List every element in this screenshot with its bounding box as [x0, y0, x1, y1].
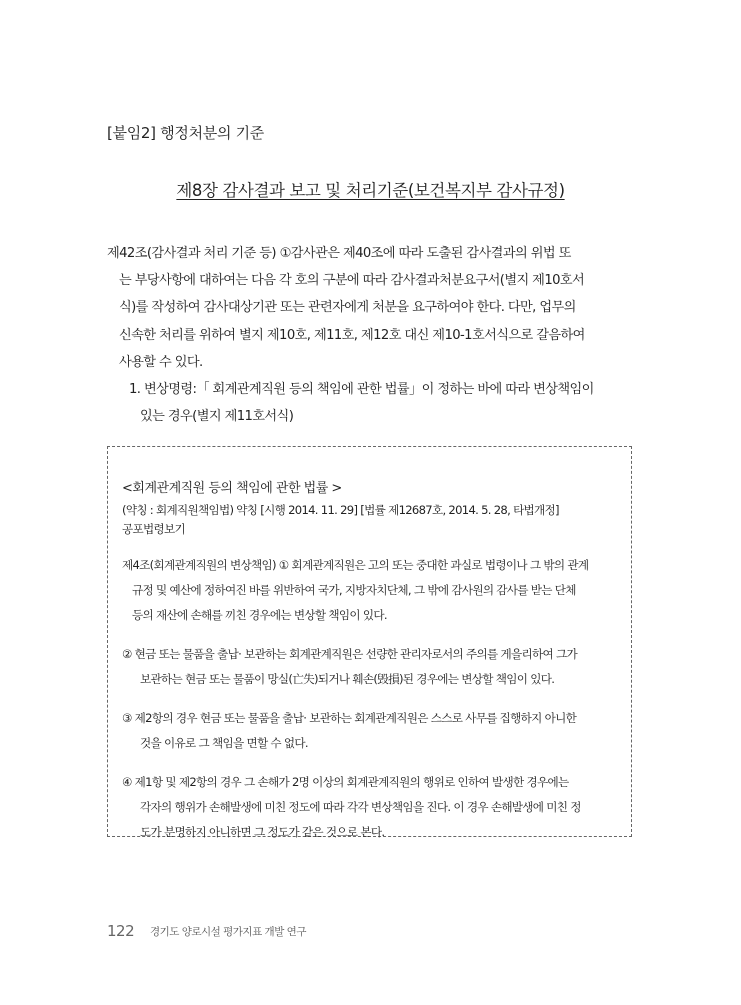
law-line: 것을 이유로 그 책임을 면할 수 없다.	[140, 736, 308, 750]
law-line: 각자의 행위가 손해발생에 미친 정도에 따라 각각 변상책임을 진다. 이 경우 손해발생에 미친 정	[140, 800, 581, 814]
law-paragraph-4	[122, 770, 618, 845]
law-paragraph-1	[122, 553, 618, 628]
law-line: ② 현금 또는 물품을 출납· 보관하는 회계관계직원은 선량한 관리자로서의 주의를 게을리하여 그가	[122, 647, 578, 661]
page-footer	[107, 922, 306, 940]
law-title: <회계관계직원 등의 책임에 관한 법률 >	[122, 481, 342, 496]
chapter-title	[0, 177, 741, 201]
article-line: 는 부당사항에 대하여는 다음 각 호의 구분에 따라 감사결과처분요구서(별지 제10호서	[119, 273, 585, 289]
footer-title: 경기도 양로시설 평가지표 개발 연구	[149, 926, 306, 938]
law-line: 도가 분명하지 아니하면 그 정도가 같은 것으로 본다.	[140, 825, 385, 839]
attachment-title: [붙임2] 행정처분의 기준	[107, 124, 264, 142]
law-paragraph-3	[122, 706, 618, 756]
page-number: 122	[107, 922, 135, 940]
article-line: 제42조(감사결과 처리 기준 등) ①감사관은 제40조에 따라 도출된 감사결과의 위법 또	[107, 246, 571, 261]
law-link: 공포법령보기	[122, 522, 185, 536]
law-line: 제4조(회계관계직원의 변상책임) ① 회계관계직원은 고의 또는 중대한 과실로 법령이나 그 밖의 관계	[122, 558, 589, 572]
law-line: 규정 및 예산에 정하여진 바를 위반하여 국가, 지방자치단체, 그 밖에 감사원의 감사를 받는 단체	[132, 583, 576, 597]
law-line: 보관하는 현금 또는 물품이 망실(亡失)되거나 훼손(毁損)된 경우에는 변상할 책임이 있다.	[140, 672, 555, 686]
article-line: 신속한 처리를 위하여 별지 제10호, 제11호, 제12호 대신 제10-1호서식으로 갈음하여	[119, 327, 585, 343]
chapter-title-text: 제8장 감사결과 보고 및 처리기준(보건복지부 감사규정)	[176, 181, 565, 200]
law-paragraph-2	[122, 642, 618, 692]
article-42	[107, 240, 637, 430]
article-item-1: 1. 변상명령:「 회계관계직원 등의 책임에 관한 법률」이 정하는 바에 따라 변상책임이	[129, 382, 594, 398]
law-line: ④ 제1항 및 제2항의 경우 그 손해가 2명 이상의 회계관계직원의 행위로 인하여 발생한 경우에는	[122, 775, 569, 789]
article-line: 사용할 수 있다.	[119, 354, 203, 370]
article-item-1-cont: 있는 경우(별지 제11호서식)	[140, 409, 294, 425]
law-line: 등의 재산에 손해를 끼친 경우에는 변상할 책임이 있다.	[132, 608, 387, 622]
article-line: 식)를 작성하여 감사대상기관 또는 관련자에게 처분을 요구하여야 한다. 다만, 업무의	[119, 300, 576, 316]
law-meta: (약칭 : 회계직원책임법) 약칭 [시행 2014. 11. 29] [법률 제12687호, 2014. 5. 28, 타법개정]	[122, 503, 559, 517]
law-line: ③ 제2항의 경우 현금 또는 물품을 출납· 보관하는 회계관계직원은 스스로 사무를 집행하지 아니한	[122, 711, 577, 725]
law-excerpt-box	[107, 446, 632, 837]
